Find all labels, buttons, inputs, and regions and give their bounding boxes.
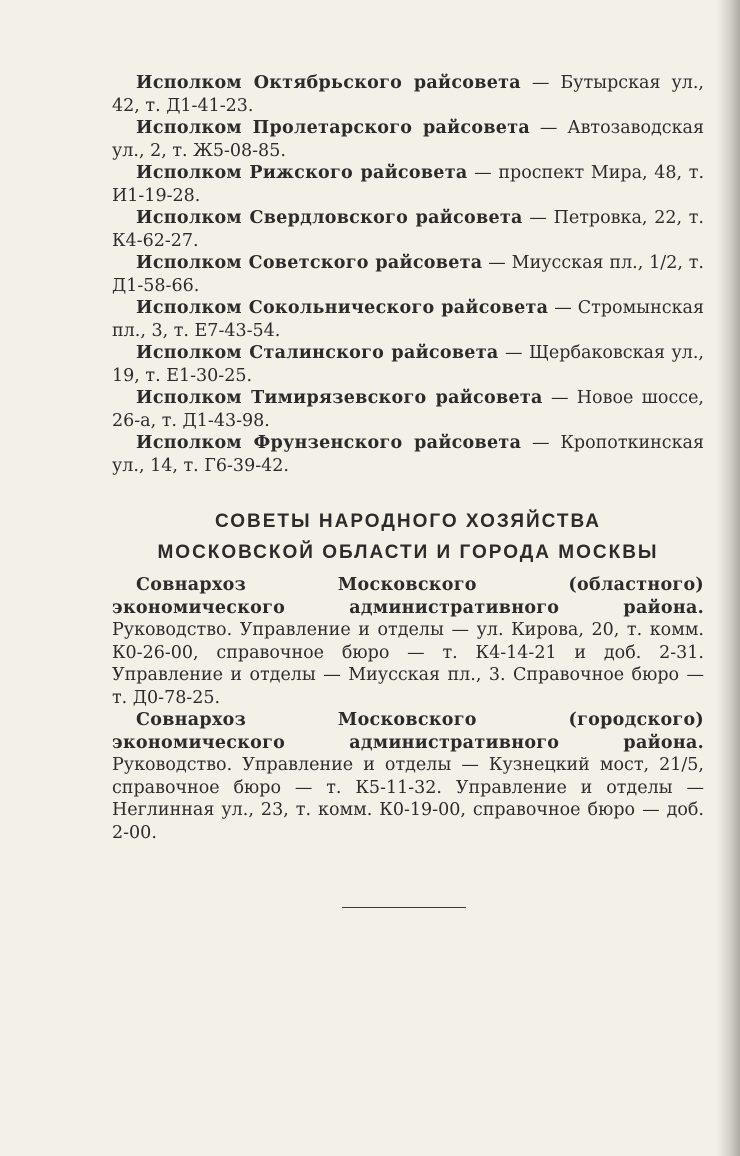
entry-name: Исполком Сталинского райсовета bbox=[136, 343, 499, 363]
section-heading bbox=[112, 506, 704, 568]
entry-name: Исполком Пролетарского райсовета bbox=[136, 118, 531, 138]
page-edge-shadow bbox=[716, 0, 740, 1156]
sovnarkhoz-list bbox=[112, 574, 704, 844]
entry-details: — Бутырская ул., 42, т. Д1-41-23. bbox=[112, 73, 704, 116]
entry-name: Совнархоз Московского (городского) экономического административного района. bbox=[112, 710, 704, 753]
list-item bbox=[112, 387, 704, 432]
list-item bbox=[112, 252, 704, 297]
list-item bbox=[112, 342, 704, 387]
section-title-line-2: МОСКОВСКОЙ ОБЛАСТИ И ГОРОДА МОСКВЫ bbox=[157, 542, 659, 563]
list-item bbox=[112, 709, 704, 844]
entry-details: — Петровка, 22, т. К4-62-27. bbox=[112, 208, 704, 251]
list-item bbox=[112, 207, 704, 252]
section-title-line-1: СОВЕТЫ НАРОДНОГО ХОЗЯЙСТВА bbox=[215, 511, 601, 532]
executive-committees-list bbox=[112, 72, 704, 477]
entry-name: Совнархоз Московского (областного) экономического административного района. bbox=[112, 575, 704, 618]
entry-name: Исполком Тимирязевского райсовета bbox=[136, 388, 543, 408]
entry-details: — Щербаковская ул., 19, т. Е1-30-25. bbox=[112, 343, 704, 386]
entry-name: Исполком Октябрьского райсовета bbox=[136, 73, 521, 93]
entry-details: — Стромынская пл., 3, т. Е7-43-54. bbox=[112, 298, 704, 341]
list-item bbox=[112, 72, 704, 117]
entry-details: — Новое шоссе, 26-а, т. Д1-43-98. bbox=[112, 388, 704, 431]
entry-details: — Кропоткинская ул., 14, т. Г6-39-42. bbox=[112, 433, 704, 476]
entry-name: Исполком Свердловского райсовета bbox=[136, 208, 523, 228]
entry-details: — Миусская пл., 1/2, т. Д1-58-66. bbox=[112, 253, 704, 296]
entry-name: Исполком Фрунзенского райсовета bbox=[136, 433, 522, 453]
list-item bbox=[112, 162, 704, 207]
list-item bbox=[112, 117, 704, 162]
entry-details: — Автозаводская ул., 2, т. Ж5-08-85. bbox=[112, 118, 704, 161]
list-item bbox=[112, 574, 704, 709]
entry-name: Исполком Сокольнического райсовета bbox=[136, 298, 549, 318]
entry-details: — проспект Мира, 48, т. И1-19-28. bbox=[112, 163, 705, 206]
list-item bbox=[112, 297, 704, 342]
entry-name: Исполком Советского райсовета bbox=[136, 253, 483, 273]
entry-details: Руководство. Управление и отделы — Кузнецкий мост, 21/5, справочное бюро — т. К5-11-32. Управление и отделы — Неглинная ул., 23, т. комм. К0-19-00, справочное бюро — доб. 2-00. bbox=[112, 755, 704, 843]
entry-details: Руководство. Управление и отделы — ул. Кирова, 20, т. комм. К0-26-00, справочное бюро — т. К4-14-21 и доб. 2-31. Управление и отделы — Миусская пл., 3. Справочное бюро — т. Д0-78-25. bbox=[112, 620, 704, 708]
section-divider bbox=[342, 907, 466, 908]
list-item bbox=[112, 432, 704, 477]
entry-name: Исполком Рижского райсовета bbox=[136, 163, 468, 183]
